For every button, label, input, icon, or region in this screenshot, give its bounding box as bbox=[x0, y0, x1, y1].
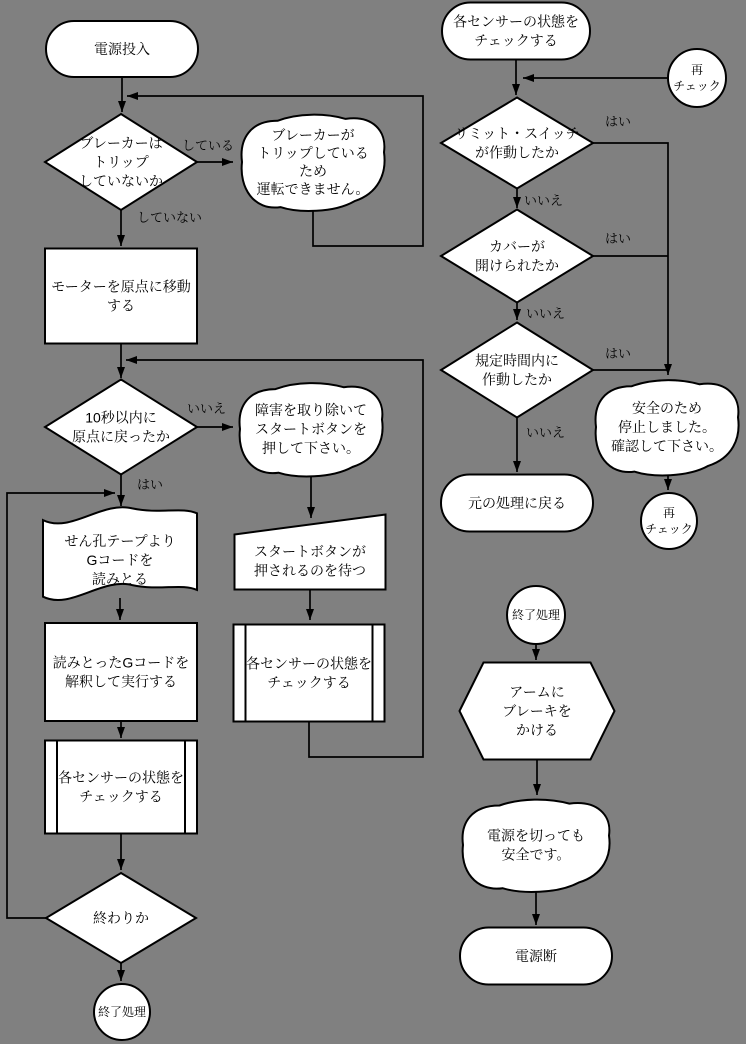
connector-recheck-bottom bbox=[641, 493, 697, 549]
predefined-check-sensors-left bbox=[45, 741, 197, 834]
terminator-check-sensors-sub bbox=[442, 3, 590, 60]
cloud-safety-stop-message-label: 安全のため停止しました。確認して下さい。 bbox=[611, 399, 723, 454]
label-cover-yes: はい bbox=[605, 231, 632, 246]
cloud-remove-obstacle-message bbox=[240, 383, 383, 476]
manual-wait-start-button-label: スタートボタンが押されるのを待つ bbox=[254, 543, 366, 579]
connector-end-process-left bbox=[94, 984, 150, 1040]
predefined-check-sensors-left-label: 各センサーの状態をチェックする bbox=[58, 769, 184, 805]
terminator-return-to-process-label: 元の処理に戻る bbox=[468, 494, 566, 511]
terminator-power-on bbox=[46, 21, 198, 77]
connector-end-process-right-label: 終了処理 bbox=[511, 608, 561, 623]
decision-breaker-tripped-label: ブレーカーはトリップしていないか bbox=[79, 134, 163, 189]
process-move-motor-to-origin bbox=[45, 249, 197, 344]
label-time-no: いいえ bbox=[526, 425, 566, 440]
connector-recheck-top bbox=[668, 49, 726, 107]
process-interpret-execute-gcode bbox=[45, 623, 197, 721]
cloud-remove-obstacle-message-label: 障害を取り除いてスタートボタンを押して下さい。 bbox=[255, 401, 367, 456]
label-origin-no: いいえ bbox=[187, 401, 227, 416]
connector-recheck-bottom-label: 再チェック bbox=[645, 506, 693, 537]
label-origin-yes: はい bbox=[137, 477, 164, 492]
decision-limit-switch-label: リミット・スイッチが作動したか bbox=[454, 125, 580, 161]
predefined-check-sensors-mid-label: 各センサーの状態をチェックする bbox=[246, 655, 372, 691]
decision-finished-label: 終わりか bbox=[93, 909, 149, 926]
predefined-check-sensors-mid bbox=[234, 625, 385, 722]
connector-end-process-right bbox=[507, 586, 565, 644]
decision-cover-opened-label: カバーが開けられたか bbox=[475, 238, 559, 274]
cloud-breaker-tripped-message-label: ブレーカーがトリップしているため運転できません。 bbox=[256, 126, 370, 197]
label-limit-no: いいえ bbox=[524, 193, 564, 208]
decision-returned-in-10s-label: 10秒以内に原点に戻ったか bbox=[72, 409, 170, 445]
terminator-check-sensors-sub-label: 各センサーの状態をチェックする bbox=[453, 13, 579, 49]
label-breaker-no: していない bbox=[137, 210, 203, 225]
terminator-power-on-label: 電源投入 bbox=[94, 40, 150, 57]
label-cover-no: いいえ bbox=[526, 306, 566, 321]
process-interpret-execute-gcode-label: 読みとったGコードを解釈して実行する bbox=[52, 654, 190, 690]
cloud-safe-to-power-off bbox=[463, 800, 610, 892]
connector-recheck-top-label: 再チェック bbox=[673, 63, 721, 94]
tape-read-gcode-label: せん孔テープより Gコードを読みとる bbox=[64, 532, 176, 587]
label-limit-yes: はい bbox=[605, 114, 632, 129]
cloud-safety-stop-message bbox=[596, 380, 739, 475]
preparation-brake-arm-label: アームにブレーキをかける bbox=[502, 683, 572, 738]
terminator-power-off bbox=[460, 928, 612, 985]
label-time-yes: はい bbox=[605, 346, 632, 361]
process-move-motor-to-origin-label: モーターを原点に移動する bbox=[51, 278, 191, 314]
cloud-breaker-tripped-message bbox=[242, 115, 385, 211]
cloud-safe-to-power-off-label: 電源を切っても安全です。 bbox=[487, 827, 585, 863]
terminator-return-to-process bbox=[441, 475, 593, 532]
connector-end-process-left-label: 終了処理 bbox=[97, 1005, 147, 1020]
preparation-brake-arm bbox=[460, 663, 615, 760]
decision-within-time-label: 規定時間内に作動したか bbox=[475, 352, 559, 388]
label-breaker-yes: している bbox=[182, 138, 235, 153]
terminator-power-off-label: 電源断 bbox=[515, 947, 557, 964]
